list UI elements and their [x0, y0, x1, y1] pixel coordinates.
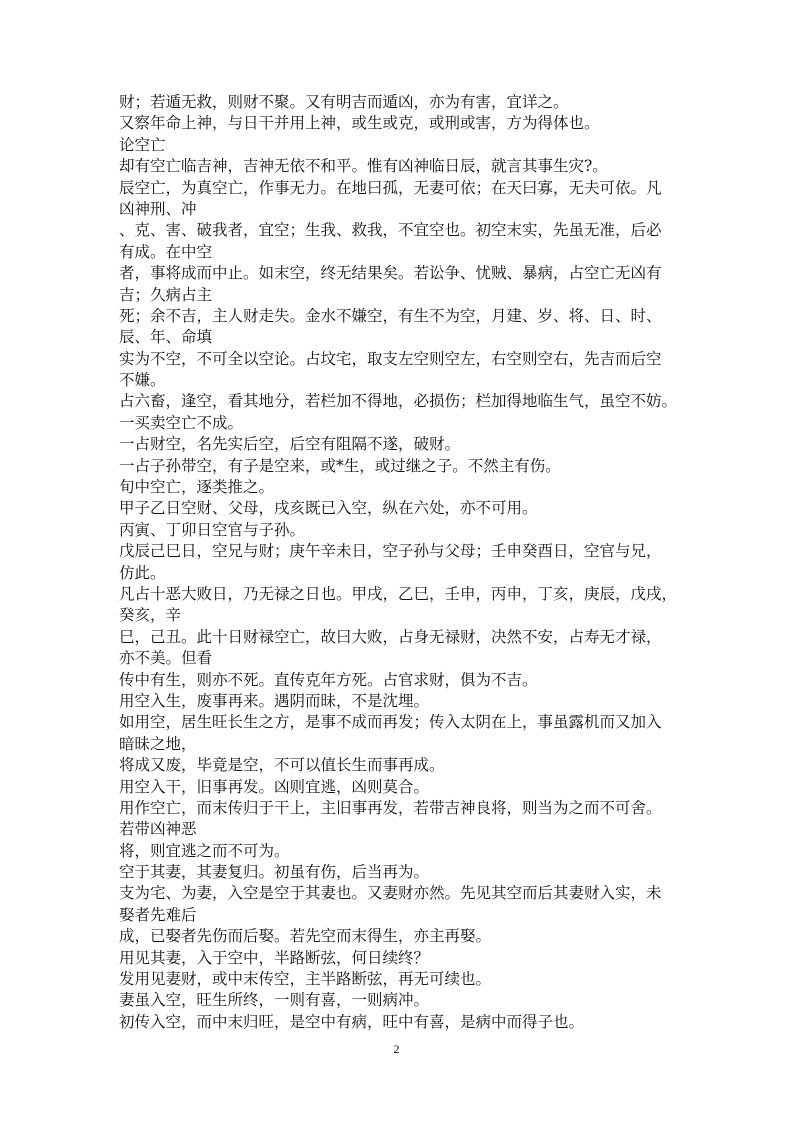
text-line: 发用见妻财，或中末传空，主半路断弦，再无可续也。	[119, 970, 492, 989]
text-line: 辰、年、命填	[119, 328, 213, 347]
text-line: 仿此。	[119, 563, 166, 582]
text-line: 若带凶神恶	[119, 820, 197, 839]
text-line: 暗昧之地，	[119, 734, 197, 753]
text-line: 初传入空，而中末归旺，是空中有病，旺中有喜，是病中而得子也。	[119, 1012, 585, 1031]
text-line: 将，则宜逃之而不可为。	[119, 841, 290, 860]
text-line: 旬中空亡，逐类推之。	[119, 478, 275, 497]
text-line: 用见其妻，入于空中，半路断弦，何日续终？	[119, 948, 430, 967]
text-line: 丙寅、丁卯日空官与子孙。	[119, 520, 306, 539]
text-line: 一占财空，名先实后空，后空有阻隔不遂，破财。	[119, 435, 461, 454]
text-line: 有成。在中空	[119, 242, 213, 261]
text-line: 辰空亡，为真空亡，作事无力。在地曰孤，无妻可依；在天曰寡，无夫可依。凡	[119, 178, 662, 197]
text-line: 一占子孙带空，有子是空来，或*生，或过继之子。不然主有伤。	[119, 456, 561, 475]
text-line: 实为不空，不可全以空论。占坟宅，取支左空则空左，右空则空右，先吉而后空	[119, 349, 662, 368]
text-line: 死；余不吉，主人财走失。金水不嫌空，有生不为空，月建、岁、将、日、时、	[119, 306, 662, 325]
text-line: 妻虽入空，旺生所终，一则有喜，一则病冲。	[119, 991, 430, 1010]
page-number: 2	[393, 1042, 400, 1056]
text-line: 甲子乙日空财、父母，戌亥既已入空，纵在六处，亦不可用。	[119, 499, 538, 518]
text-line: 戊辰己巳日，空兄与财；庚午辛未日，空子孙与父母；壬申癸酉日，空官与兄，	[119, 542, 662, 561]
text-line: 支为宅、为妻，入空是空于其妻也。又妻财亦然。先见其空而后其妻财入实，未	[119, 884, 662, 903]
text-line: 巳，己丑。此十日财禄空亡，故曰大败，占身无禄财，决然不安，占寿无才禄，	[119, 627, 662, 646]
text-line: 占六畜，逢空，看其地分，若栏加不得地，必损伤；栏加得地临生气，虽空不妨。	[119, 392, 678, 411]
text-line: 成，已娶者先伤而后娶。若先空而末得生，亦主再娶。	[119, 927, 492, 946]
text-line: 将成又废，毕竟是空，不可以值长生而事再成。	[119, 756, 445, 775]
text-line: 传中有生，则亦不死。直传克年方死。占官求财，俱为不吉。	[119, 670, 538, 689]
text-line: 娶者先难后	[119, 905, 197, 924]
text-line: 用作空亡，而末传归于干上，主旧事再发，若带吉神良将，则当为之而不可舍。	[119, 798, 662, 817]
text-line: 凡占十恶大败日，乃无禄之日也。甲戌，乙巳，壬申，丙申，丁亥，庚辰，戊戌，	[119, 584, 678, 603]
text-line: 财；若遁无救，则财不聚。又有明吉而遁凶，亦为有害，宜详之。	[119, 93, 569, 111]
text-line: 又察年命上神，与日干并用上神，或生或克，或刑或害，方为得体也。	[119, 114, 600, 133]
text-line: 凶神刑、冲	[119, 199, 197, 218]
text-line: 却有空亡临吉神，吉神无依不和平。惟有凶神临日辰，就言其事生灾?。	[119, 157, 608, 176]
text-line: 者，事将成而中止。如末空，终无结果矣。若讼争、忧贼、暴病，占空亡无凶有	[119, 264, 662, 283]
body-text	[119, 92, 679, 1033]
text-line: 空于其妻，其妻复归。初虽有伤，后当再为。	[119, 863, 430, 882]
text-line: 吉；久病占主	[119, 285, 213, 304]
text-line: 用空入生，废事再来。遇阴而昧，不是沈埋。	[119, 691, 430, 710]
text-line: 如用空，居生旺长生之方，是事不成而再发；传入太阴在上，事虽露机而又加入	[119, 713, 662, 732]
text-line: 论空亡	[119, 135, 166, 154]
text-line: 亦不美。但看	[119, 649, 213, 668]
text-line: 、克、害、破我者，宜空；生我、救我，不宜空也。初空末实，先虽无准，后必	[119, 221, 662, 240]
text-line: 一买卖空亡不成。	[119, 413, 244, 432]
text-line: 用空入干，旧事再发。凶则宜逃，凶则莫合。	[119, 777, 430, 796]
text-line: 不嫌。	[119, 371, 166, 390]
text-line: 癸亥，辛	[119, 606, 182, 625]
